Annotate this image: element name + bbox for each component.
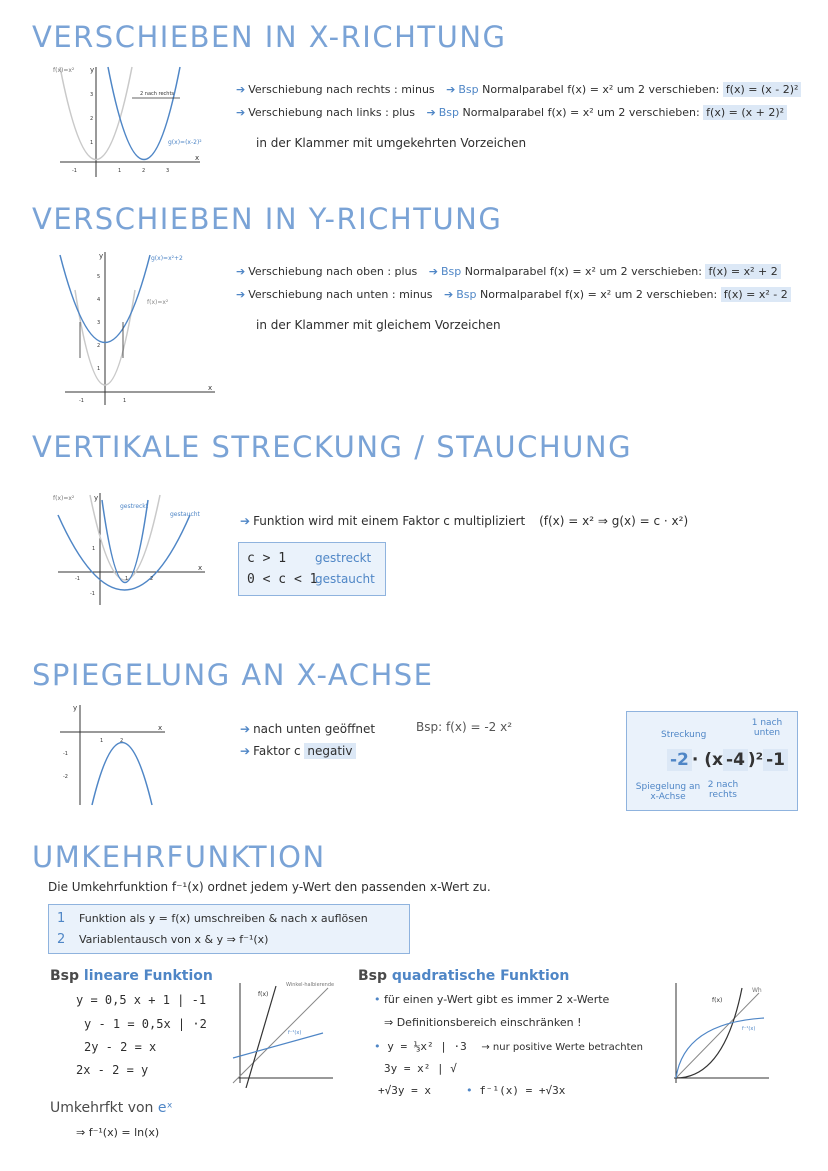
- graph-label-b: gestaucht: [170, 511, 200, 518]
- quad-line-1: • für einen y-Wert gibt es immer 2 x-Werte: [374, 993, 610, 1006]
- x-axis-label: x: [198, 564, 203, 572]
- graph-linear: [228, 978, 338, 1088]
- graph-label-f: f(x): [258, 991, 269, 998]
- title-stretch: VERTIKALE STRECKUNG / STAUCHUNG: [32, 430, 633, 464]
- card-label-mirror: Spiegelung an x-Achse: [635, 782, 701, 802]
- linear-line-3: 2y - 2 = x: [84, 1040, 157, 1054]
- graph-y-shift: [55, 250, 225, 410]
- tick-x-1: 1: [125, 576, 129, 582]
- title-inverse: UMKEHRFUNKTION: [32, 840, 326, 874]
- tick-y-2: 3: [90, 92, 94, 98]
- graph-label-w: Wh: [752, 987, 762, 994]
- step-2-num: 2: [57, 932, 66, 947]
- linear-line-4: 2x - 2 = y: [76, 1063, 149, 1077]
- stretch-cond-1: c > 1: [247, 551, 287, 566]
- card-label-stretch: Streckung: [661, 730, 707, 740]
- tick-y-4: 5: [97, 274, 101, 280]
- graph-label-inv: f⁻¹(x): [288, 1030, 302, 1036]
- graph-stretch: [50, 490, 215, 610]
- quad-line-4: 3y = x² | √: [384, 1062, 457, 1075]
- graph-label-g: g(x)=x²+2: [151, 255, 183, 262]
- linear-line-1: y = 0,5 x + 1 | -1: [76, 993, 207, 1007]
- tick-x-3: 3: [166, 168, 170, 174]
- x-shift-line-2: ➔ Verschiebung nach links : plus ➔ Bsp Normalparabel f(x) = x² um 2 verschieben: f(x) = (x + 2)²: [236, 106, 787, 119]
- quad-line-2: ⇒ Definitionsbereich einschränken !: [384, 1016, 582, 1029]
- y-shift-line-2: ➔ Verschiebung nach unten : minus ➔ Bsp Normalparabel f(x) = x² um 2 verschieben: f(x) = x² - 2: [236, 288, 791, 301]
- tick-x-1: 1: [118, 168, 122, 174]
- y-axis-label: y: [90, 66, 95, 74]
- tick-y-1: -2: [63, 774, 68, 780]
- title-y-shift: VERSCHIEBEN IN Y-RICHTUNG: [32, 202, 503, 236]
- tick-x-0: -1: [75, 576, 80, 582]
- tick-x-1: 1: [123, 398, 127, 404]
- card-label-right: 2 nach rechts: [707, 780, 739, 800]
- exp-line: ⇒ f⁻¹(x) = ln(x): [76, 1126, 160, 1139]
- exp-heading: Umkehrfkt von eˣ: [50, 1100, 173, 1116]
- tick-x-0: -1: [72, 168, 77, 174]
- card-formula: -2 · (x -4 )² -1: [667, 750, 788, 770]
- tick-y-2: 3: [97, 320, 101, 326]
- mirror-line-1: ➔ nach unten geöffnet: [240, 722, 376, 736]
- stretch-val-2: gestaucht: [315, 572, 375, 586]
- mirror-line-2: ➔ Faktor c negativ: [240, 744, 356, 758]
- tick-x-1: 2: [120, 738, 124, 744]
- y-axis-label: y: [99, 252, 104, 260]
- quad-heading: Bsp quadratische Funktion: [358, 968, 570, 984]
- graph-label-f: f(x)=x²: [147, 299, 169, 306]
- graph-label-w: Winkel-halbierende: [286, 982, 335, 988]
- linear-line-2: y - 1 = 0,5x | ·2: [84, 1017, 207, 1031]
- y-shift-note: in der Klammer mit gleichem Vorzeichen: [256, 318, 501, 332]
- inverse-intro: Die Umkehrfunktion f⁻¹(x) ordnet jedem y-Wert den passenden x-Wert zu.: [48, 880, 491, 894]
- graph-label-g: g(x)=(x-2)²: [168, 139, 202, 146]
- tick-x-0: -1: [79, 398, 84, 404]
- graph-label-f: f(x)=x²: [53, 495, 75, 502]
- graph-label-f: f(x)=x²: [53, 67, 75, 74]
- tick-x-2: 2: [150, 576, 154, 582]
- quad-line-6: • f⁻¹(x) = +√3x: [466, 1084, 566, 1097]
- linear-heading: Bsp lineare Funktion: [50, 968, 213, 984]
- mirror-bsp: Bsp: f(x) = -2 x²: [416, 720, 513, 734]
- x-shift-note: in der Klammer mit umgekehrten Vorzeichen: [256, 136, 527, 150]
- x-shift-result-1: f(x) = (x - 2)²: [723, 82, 802, 97]
- mirror-example-card: [626, 711, 798, 811]
- quad-line-5: +√3y = x: [378, 1084, 431, 1097]
- graph-quad: [664, 978, 774, 1088]
- graph-label-inv: f⁻¹(x): [742, 1026, 756, 1032]
- tick-x-2: 2: [142, 168, 146, 174]
- tick-y-1: 2: [97, 343, 101, 349]
- tick-y-0: 1: [92, 546, 96, 552]
- y-shift-result-1: f(x) = x² + 2: [705, 264, 780, 279]
- graph-label-f: f(x): [712, 997, 723, 1004]
- x-axis-label: x: [208, 384, 213, 392]
- x-shift-result-2: f(x) = (x + 2)²: [703, 105, 787, 120]
- graph-mirror: [55, 700, 175, 810]
- title-mirror: SPIEGELUNG AN X-ACHSE: [32, 658, 434, 692]
- inverse-steps-box: [48, 904, 410, 954]
- step-1-num: 1: [57, 911, 66, 926]
- y-axis-label: y: [94, 494, 99, 502]
- stretch-line-1: ➔ Funktion wird mit einem Faktor c multipliziert (f(x) = x² ⇒ g(x) = c · x²): [240, 514, 689, 528]
- y-axis-label: y: [73, 704, 78, 712]
- tick-y-0: 1: [90, 140, 94, 146]
- tick-y-1: 2: [90, 116, 94, 122]
- x-axis-label: x: [158, 724, 163, 732]
- y-shift-line-1: ➔ Verschiebung nach oben : plus ➔ Bsp Normalparabel f(x) = x² um 2 verschieben: f(x) = x² + 2: [236, 265, 781, 278]
- step-1: Funktion als y = f(x) umschreiben & nach x auflösen: [79, 912, 368, 925]
- x-shift-line-1: ➔ Verschiebung nach rechts : minus ➔ Bsp Normalparabel f(x) = x² um 2 verschieben: f(x) = (x - 2)²: [236, 83, 801, 96]
- graph-x-shift: [50, 62, 210, 182]
- shift-label: 2 nach rechts: [140, 91, 175, 97]
- tick-y-3: 4: [97, 297, 101, 303]
- tick-y-0: 1: [97, 366, 101, 372]
- x-axis-label: x: [195, 154, 200, 162]
- tick-x-0: 1: [100, 738, 104, 744]
- y-shift-result-2: f(x) = x² - 2: [721, 287, 791, 302]
- tick-y-1: -1: [90, 591, 95, 597]
- graph-label-a: gestreckt: [120, 503, 149, 510]
- stretch-box: [238, 542, 386, 596]
- card-label-down: 1 nach unten: [751, 718, 783, 738]
- quad-line-3: • y = ⅓x² | ·3 → nur positive Werte betrachten: [374, 1040, 644, 1053]
- step-2: Variablentausch von x & y ⇒ f⁻¹(x): [79, 933, 269, 946]
- title-x-shift: VERSCHIEBEN IN X-RICHTUNG: [32, 20, 507, 54]
- tick-y-0: -1: [63, 751, 68, 757]
- stretch-val-1: gestreckt: [315, 551, 372, 565]
- stretch-cond-2: 0 < c < 1: [247, 572, 318, 587]
